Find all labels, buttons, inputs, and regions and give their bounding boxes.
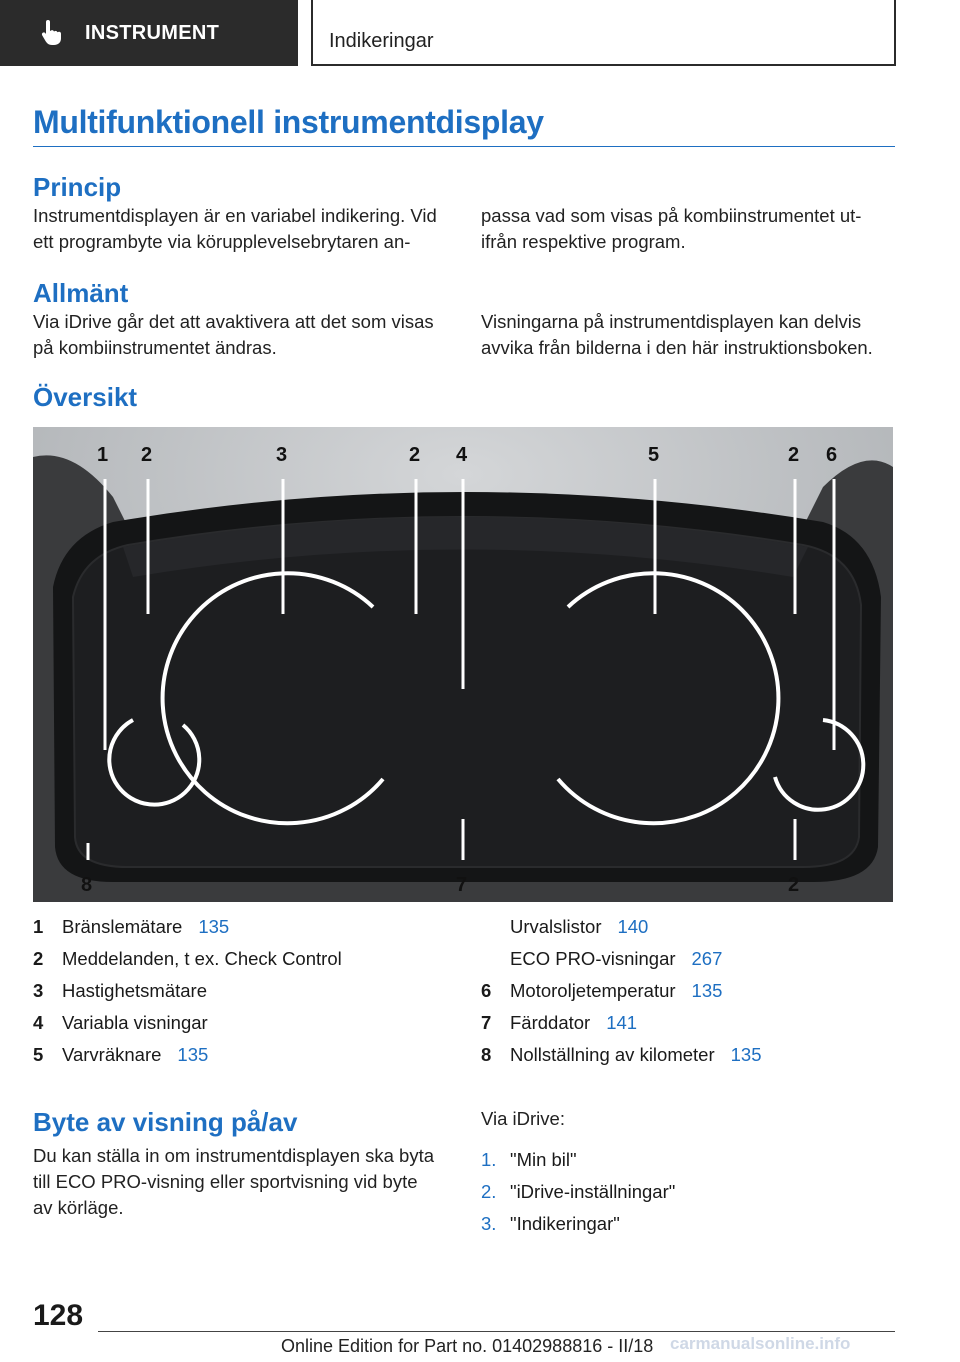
legend-number: 3 <box>33 980 44 1001</box>
page-header <box>0 0 960 66</box>
text-line: till ECO PRO-visning eller sportvisning vid byte <box>33 1171 418 1192</box>
oversikt-heading: Översikt <box>33 382 138 412</box>
text-line: ett programbyte via körupplevelsebrytaren an- <box>33 231 411 252</box>
step-text: "Indikeringar" <box>510 1213 620 1234</box>
page-reference-link[interactable]: 141 <box>606 1012 638 1033</box>
legend-text: Variabla visningar <box>62 1012 208 1033</box>
legend-text: Urvalslistor <box>510 916 602 937</box>
legend-item <box>33 975 342 1007</box>
section-tab <box>0 0 298 66</box>
legend-item <box>481 943 762 975</box>
callout-label: 2 <box>788 444 800 466</box>
text-line: Du kan ställa in om instrumentdisplayen ska byta <box>33 1145 435 1166</box>
text-line: Visningarna på instrumentdisplayen kan delvis <box>481 311 862 332</box>
text-line: ifrån respektive program. <box>481 231 686 252</box>
byte-heading: Byte av visning på/av <box>33 1107 298 1137</box>
title-divider <box>33 146 895 147</box>
legend-text: Hastighetsmätare <box>62 980 207 1001</box>
allmant-right-text <box>481 309 873 361</box>
via-idrive-intro: Via iDrive: <box>481 1108 565 1129</box>
princip-right-text <box>481 203 861 255</box>
legend-text: Bränslemätare <box>62 916 183 937</box>
page-reference-link[interactable]: 135 <box>198 916 230 937</box>
idrive-steps <box>481 1144 675 1240</box>
step-item <box>481 1176 675 1208</box>
step-number: 1. <box>481 1149 497 1170</box>
chapter-label: Indikeringar <box>329 30 434 52</box>
legend-text: Motoroljetemperatur <box>510 980 676 1001</box>
legend-number <box>481 911 510 943</box>
legend-number: 8 <box>481 1044 492 1065</box>
page-reference-link[interactable]: 135 <box>730 1044 762 1065</box>
legend-item <box>481 1039 762 1071</box>
instrument-cluster-illustration <box>33 427 893 902</box>
princip-heading: Princip <box>33 172 122 202</box>
callout-label: 4 <box>456 444 468 466</box>
legend-text: Varvräknare <box>62 1044 162 1065</box>
page-reference-link[interactable]: 267 <box>691 948 723 969</box>
legend-text: ECO PRO-visningar <box>510 948 676 969</box>
page-reference-link[interactable]: 140 <box>617 916 649 937</box>
legend-left <box>33 911 342 1071</box>
legend-number: 5 <box>33 1044 44 1065</box>
text-line: på kombiinstrumentet ändras. <box>33 337 277 358</box>
step-item <box>481 1144 675 1176</box>
text-line: Via iDrive går det att avaktivera att det som visas <box>33 311 434 332</box>
page-reference-link[interactable]: 135 <box>691 980 723 1001</box>
callout-label: 8 <box>81 874 93 896</box>
text-line: av körläge. <box>33 1197 124 1218</box>
text-line: avvika från bilderna i den här instruktionsboken. <box>481 337 873 358</box>
legend-number: 4 <box>33 1012 44 1033</box>
legend-number: 6 <box>481 980 492 1001</box>
legend-text: Meddelanden, t ex. Check Control <box>62 948 342 969</box>
text-line: Instrumentdisplayen är en variabel indikering. Vid <box>33 205 437 226</box>
instrument-cluster-figure <box>33 427 893 902</box>
callout-label: 2 <box>788 874 800 896</box>
step-text: "Min bil" <box>510 1149 577 1170</box>
princip-left-text <box>33 203 437 255</box>
legend-item <box>33 943 342 975</box>
legend-item <box>481 975 762 1007</box>
legend-text: Färddator <box>510 1012 591 1033</box>
footer-divider <box>98 1331 895 1332</box>
legend-number: 7 <box>481 1012 492 1033</box>
legend-item <box>33 911 342 943</box>
edition-text: Online Edition for Part no. 01402988816 - II/18 <box>281 1336 654 1356</box>
page-number: 128 <box>33 1299 84 1332</box>
callout-label: 5 <box>648 444 660 466</box>
watermark: carmanualsonline.info <box>670 1334 851 1353</box>
legend-right <box>481 911 762 1071</box>
callout-label: 7 <box>456 874 468 896</box>
callout-label: 3 <box>276 444 288 466</box>
legend-text: Nollställning av kilometer <box>510 1044 715 1065</box>
byte-text <box>33 1143 434 1221</box>
step-text: "iDrive-inställningar" <box>510 1181 676 1202</box>
legend-number <box>481 943 510 975</box>
step-number: 2. <box>481 1181 497 1202</box>
section-label: INSTRUMENT <box>85 21 220 44</box>
step-number: 3. <box>481 1213 497 1234</box>
legend-item <box>481 911 762 943</box>
legend-item <box>33 1007 342 1039</box>
legend-item <box>481 1007 762 1039</box>
allmant-heading: Allmänt <box>33 278 129 308</box>
page-reference-link[interactable]: 135 <box>177 1044 209 1065</box>
chapter-box <box>311 0 896 66</box>
page-title: Multifunktionell instrumentdisplay <box>33 104 544 140</box>
pointing-hand-icon <box>37 20 63 46</box>
legend-number: 2 <box>33 948 44 969</box>
callout-label: 2 <box>141 444 153 466</box>
callout-label: 1 <box>97 444 109 466</box>
callout-label: 6 <box>826 444 838 466</box>
legend-item <box>33 1039 342 1071</box>
callout-label: 2 <box>409 444 421 466</box>
step-item <box>481 1208 675 1240</box>
legend-number: 1 <box>33 916 44 937</box>
text-line: passa vad som visas på kombiinstrumentet ut- <box>481 205 862 226</box>
allmant-left-text <box>33 309 434 361</box>
